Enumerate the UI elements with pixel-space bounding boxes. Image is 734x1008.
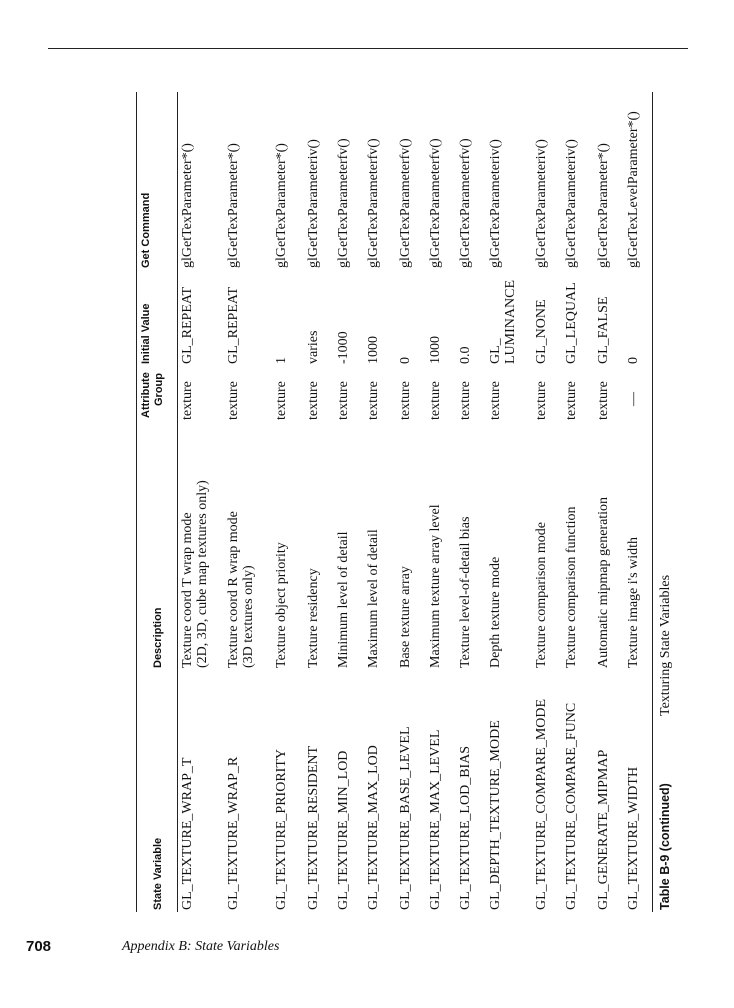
initial-value-cell: 0 xyxy=(626,357,641,364)
initial-value-cell: GL_LEQUAL xyxy=(564,282,579,364)
top-rule xyxy=(48,48,688,49)
get-command-cell: glGetTexParameterfv() xyxy=(336,138,351,268)
initial-value-cell: -1000 xyxy=(336,331,351,364)
attribute-group-cell: texture xyxy=(398,381,413,420)
state-variable-cell: GL_DEPTH_TEXTURE_MODE xyxy=(488,720,503,910)
initial-value-cell: 0 xyxy=(398,357,413,364)
header-get-command: Get Command xyxy=(140,192,152,268)
get-command-cell: glGetTexParameterfv() xyxy=(428,138,443,268)
rotated-table-block xyxy=(110,92,695,918)
get-command-cell: glGetTexParameterfv() xyxy=(458,138,473,268)
page-number: 708 xyxy=(26,938,52,955)
caption-text: Texturing State Variables xyxy=(658,574,673,716)
header-description: Description xyxy=(152,607,164,668)
attribute-group-cell: texture xyxy=(488,381,503,420)
attribute-group-cell: texture xyxy=(564,381,579,420)
state-variable-cell: GL_GENERATE_MIPMAP xyxy=(596,749,611,910)
attribute-group-cell: texture xyxy=(336,381,351,420)
description-cell: Texture image i's width xyxy=(626,536,641,668)
initial-value-cell: varies xyxy=(306,330,321,364)
get-command-cell: glGetTexParameterfv() xyxy=(366,138,381,268)
table-top-rule xyxy=(136,92,137,912)
state-variable-cell: GL_TEXTURE_WRAP_R xyxy=(226,756,241,910)
description-cell: Base texture array xyxy=(398,566,413,668)
description-cell: Minimum level of detail xyxy=(336,531,351,668)
get-command-cell: glGetTexLevelParameter*() xyxy=(626,111,641,268)
state-variable-cell: GL_TEXTURE_MIN_LOD xyxy=(336,750,351,910)
attribute-group-cell: texture xyxy=(274,381,289,420)
description-cell: Texture comparison function xyxy=(564,506,579,668)
state-variable-cell: GL_TEXTURE_PRIORITY xyxy=(274,749,289,910)
get-command-cell: glGetTexParameterfv() xyxy=(398,138,413,268)
state-variable-cell: GL_TEXTURE_COMPARE_FUNC xyxy=(564,702,579,910)
initial-value-cell: 1000 xyxy=(428,336,443,364)
get-command-cell: glGetTexParameteriv() xyxy=(564,139,579,268)
state-variable-cell: GL_TEXTURE_MAX_LOD xyxy=(366,745,381,910)
state-variable-cell: GL_TEXTURE_COMPARE_MODE xyxy=(534,698,549,910)
description-cell: Automatic mipmap generation xyxy=(596,496,611,668)
description-cell-line2: (2D, 3D, cube map textures only) xyxy=(195,480,210,668)
state-variable-cell: GL_TEXTURE_WRAP_T xyxy=(180,757,195,910)
state-variable-cell: GL_TEXTURE_LOD_BIAS xyxy=(458,745,473,910)
initial-value-cell: GL_ xyxy=(488,338,503,364)
initial-value-cell: GL_NONE xyxy=(534,299,549,364)
state-variable-cell: GL_TEXTURE_WIDTH xyxy=(626,766,641,910)
description-cell-line2: (3D textures only) xyxy=(241,565,256,668)
initial-value-cell: GL_REPEAT xyxy=(180,287,195,364)
initial-value-cell-line2: LUMINANCE xyxy=(503,280,518,364)
description-cell: Texture coord T wrap mode xyxy=(180,512,195,668)
get-command-cell: glGetTexParameteriv() xyxy=(488,139,503,268)
get-command-cell: glGetTexParameter*() xyxy=(274,143,289,268)
attribute-group-cell: texture xyxy=(596,381,611,420)
state-variable-cell: GL_TEXTURE_MAX_LEVEL xyxy=(428,729,443,910)
attribute-group-cell: texture xyxy=(226,381,241,420)
attribute-group-cell: texture xyxy=(366,381,381,420)
attribute-group-cell: texture xyxy=(458,381,473,420)
header-attribute-group-line1: Attribute xyxy=(140,372,152,418)
get-command-cell: glGetTexParameter*() xyxy=(596,143,611,268)
description-cell: Texture object priority xyxy=(274,542,289,668)
state-variable-cell: GL_TEXTURE_RESIDENT xyxy=(306,745,321,910)
state-variable-cell: GL_TEXTURE_BASE_LEVEL xyxy=(398,726,413,910)
table-header-rule xyxy=(177,92,178,912)
description-cell: Texture coord R wrap mode xyxy=(226,511,241,668)
initial-value-cell: GL_REPEAT xyxy=(226,287,241,364)
state-variable-table xyxy=(110,92,695,918)
header-attribute-group-line2: Group xyxy=(153,373,165,406)
attribute-group-cell: texture xyxy=(534,381,549,420)
running-head: Appendix B: State Variables xyxy=(122,939,280,954)
description-cell: Maximum level of detail xyxy=(366,529,381,668)
attribute-group-cell: texture xyxy=(306,381,321,420)
get-command-cell: glGetTexParameter*() xyxy=(180,143,195,268)
get-command-cell: glGetTexParameteriv() xyxy=(534,139,549,268)
initial-value-cell: GL_FALSE xyxy=(596,296,611,364)
attribute-group-cell: — xyxy=(626,392,641,406)
header-state-variable: State Variable xyxy=(152,837,164,910)
caption-label: Table B-9 (continued) xyxy=(658,783,672,910)
description-cell: Texture comparison mode xyxy=(534,522,549,668)
attribute-group-cell: texture xyxy=(428,381,443,420)
description-cell: Depth texture mode xyxy=(488,556,503,668)
header-initial-value: Initial Value xyxy=(140,303,152,364)
description-cell: Texture residency xyxy=(306,568,321,668)
initial-value-cell: 1 xyxy=(274,357,289,364)
description-cell: Texture level-of-detail bias xyxy=(458,516,473,668)
attribute-group-cell: texture xyxy=(180,381,195,420)
initial-value-cell: 0.0 xyxy=(458,346,473,364)
get-command-cell: glGetTexParameter*() xyxy=(226,143,241,268)
initial-value-cell: 1000 xyxy=(366,336,381,364)
get-command-cell: glGetTexParameteriv() xyxy=(306,139,321,268)
description-cell: Maximum texture array level xyxy=(428,504,443,668)
table-bottom-rule xyxy=(652,92,653,912)
